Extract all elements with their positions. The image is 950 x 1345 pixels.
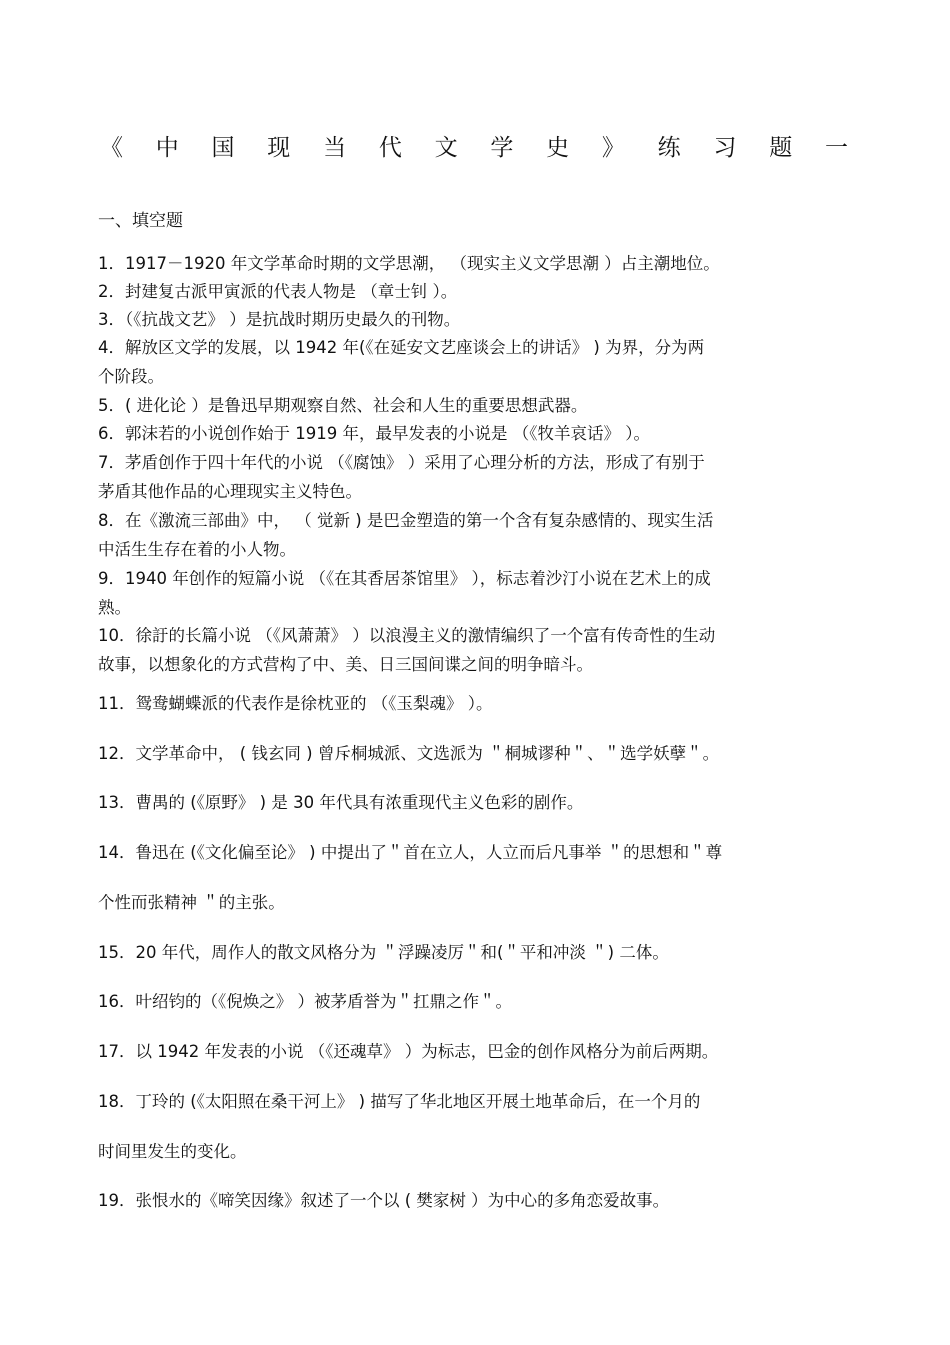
question-7: [98, 449, 850, 506]
question-9: [98, 565, 850, 622]
question-4: [98, 334, 850, 391]
question-8: [98, 507, 850, 564]
question-line: 9．1940 年创作的短篇小说 （《在其香居茶馆里》 ），标志着沙汀小说在艺术上的成: [98, 569, 711, 588]
title-char: 代: [378, 135, 402, 161]
question-line: 8．在《激流三部曲》中， （ 觉新 ) 是巴金塑造的第一个含有复杂感情的、现实生活: [98, 511, 714, 530]
question-line: 19．张恨水的《啼笑因缘》叙述了一个以 ( 樊家树 ）为中心的多角恋爱故事。: [98, 1191, 670, 1210]
question-line: 16．叶绍钧的（《倪焕之》 ）被茅盾誉为＂扛鼎之作＂。: [98, 992, 512, 1011]
title-char: 《: [100, 135, 123, 161]
question-line: 5．( 进化论 ）是鲁迅早期观察自然、社会和人生的重要思想武器。: [98, 396, 588, 415]
question-line: 14．鲁迅在 (《文化偏至论》 ) 中提出了＂首在立人，人立而后凡事举 ＂的思想和＂尊: [98, 843, 723, 862]
question-line: 12．文学革命中， ( 钱玄同 ) 曾斥桐城派、文选派为 ＂桐城谬种＂、＂选学妖孽＂。: [98, 744, 720, 763]
question-2: [98, 278, 850, 307]
title-char: 文: [434, 135, 458, 161]
title-char: 》: [601, 135, 625, 161]
question-line: 个阶段。: [98, 366, 164, 386]
title-char: 当: [323, 135, 347, 161]
question-line: 13．曹禺的 (《原野》 ) 是 30 年代具有浓重现代主义色彩的剧作。: [98, 793, 584, 812]
question-12: [98, 739, 850, 768]
title-char: 史: [546, 135, 570, 161]
title-char: 学: [490, 135, 514, 161]
question-14: [98, 838, 850, 917]
question-line: 中活生生存在着的小人物。: [98, 539, 296, 559]
question-line: 15．20 年代，周作人的散文风格分为 ＂浮躁凌厉＂和(＂平和冲淡 ＂) 二体。: [98, 943, 669, 962]
question-11: [98, 689, 850, 718]
question-line: 10．徐訏的长篇小说 （《风萧萧》 ）以浪漫主义的激情编织了一个富有传奇性的生动: [98, 626, 716, 645]
document-title: [100, 132, 848, 164]
title-char: 练: [657, 135, 681, 161]
question-line: 2．封建复古派甲寅派的代表人物是 （章士钊 ）。: [98, 282, 458, 301]
question-3: [98, 306, 850, 335]
title-char: 国: [211, 135, 235, 161]
section-heading: 一、填空题: [98, 211, 183, 231]
question-10: [98, 622, 850, 679]
question-line: 1．1917－1920 年文学革命时期的文学思潮， （现实主义文学思潮 ）占主潮地位。: [98, 254, 720, 273]
question-line: 17．以 1942 年发表的小说 （《还魂草》 ）为标志，巴金的创作风格分为前后两期。: [98, 1042, 719, 1061]
question-line: 茅盾其他作品的心理现实主义特色。: [98, 481, 362, 501]
title-char: 现: [267, 135, 291, 161]
title-char: 中: [155, 135, 179, 161]
question-line: 3．（《抗战文艺》 ）是抗战时期历史最久的刊物。: [98, 310, 461, 329]
question-line: 6．郭沫若的小说创作始于 1919 年，最早发表的小说是 （《牧羊哀话》 ）。: [98, 424, 650, 443]
question-line: 时间里发生的变化。: [98, 1142, 247, 1161]
question-13: [98, 788, 850, 817]
question-15: [98, 938, 850, 967]
question-5: [98, 392, 850, 421]
title-char: 题: [769, 135, 793, 161]
question-line: 4．解放区文学的发展，以 1942 年(《在延安文艺座谈会上的讲话》 ) 为界，分为两: [98, 338, 705, 357]
question-line: 熟。: [98, 597, 131, 617]
question-16: [98, 987, 850, 1016]
question-19: [98, 1186, 850, 1215]
question-line: 7．茅盾创作于四十年代的小说 （《腐蚀》 ）采用了心理分析的方法，形成了有别于: [98, 453, 705, 472]
question-1: [98, 250, 850, 279]
question-18: [98, 1087, 850, 1166]
question-6: [98, 420, 850, 449]
question-line: 18．丁玲的 (《太阳照在桑干河上》 ) 描写了华北地区开展土地革命后，在一个月的: [98, 1092, 701, 1111]
question-17: [98, 1037, 850, 1066]
question-line: 故事，以想象化的方式营构了中、美、日三国间谍之间的明争暗斗。: [98, 654, 593, 674]
question-line: 个性而张精神 ＂的主张。: [98, 893, 285, 912]
title-char: 习: [713, 135, 737, 161]
question-line: 11．鸳鸯蝴蝶派的代表作是徐枕亚的 （《玉梨魂》 ）。: [98, 694, 493, 713]
title-char: 一: [824, 135, 848, 161]
